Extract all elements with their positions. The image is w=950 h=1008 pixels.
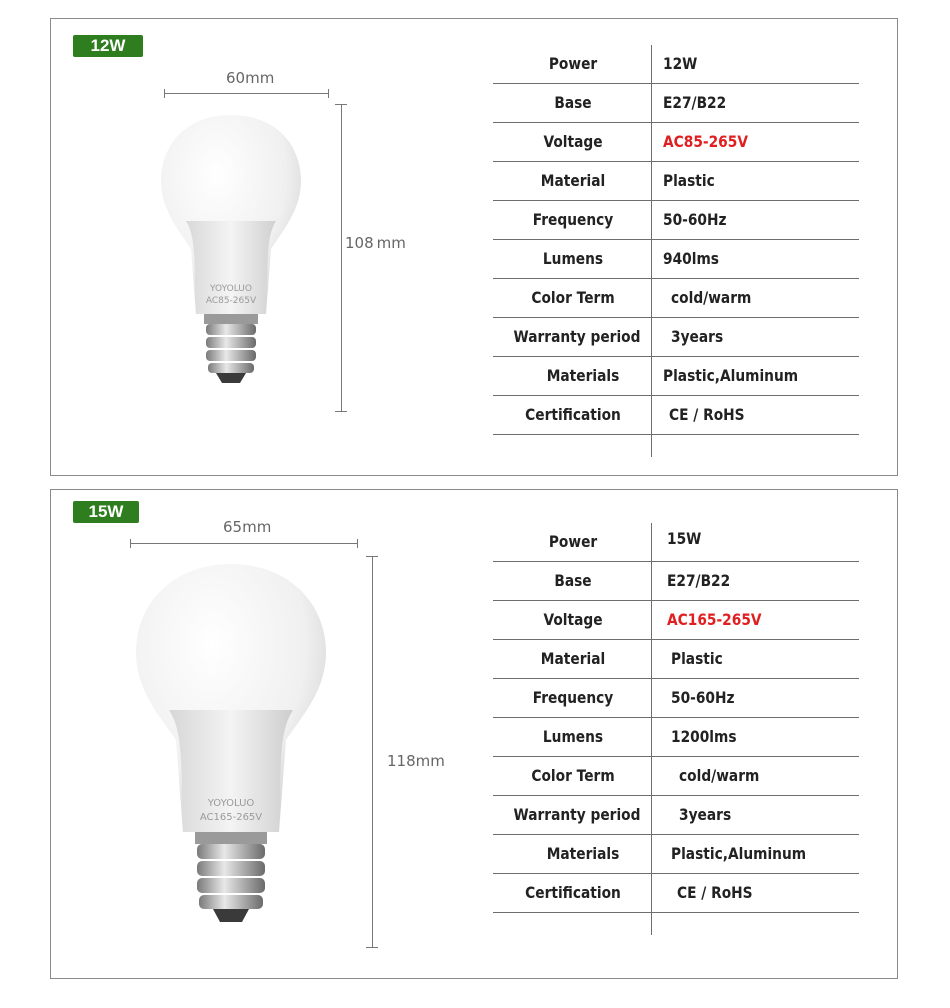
spec-label: Frequency	[532, 210, 614, 229]
spec-row-material	[493, 162, 859, 201]
spec-value: Plastic	[663, 171, 715, 190]
bulb-voltage-text: AC85-265V	[205, 296, 257, 306]
spec-label: Power	[548, 54, 598, 73]
spec-value: Plastic,Aluminum	[663, 366, 799, 385]
spec-label: Frequency	[532, 688, 614, 707]
spec-row-lumens	[493, 718, 859, 757]
wattage-badge: 12W	[73, 35, 143, 57]
spec-value: CE / RoHS	[677, 883, 753, 902]
spec-label: Material	[540, 171, 606, 190]
height-dimension-unit: mm	[376, 234, 406, 252]
spec-row-materials	[493, 357, 859, 396]
spec-label: Base	[554, 93, 592, 112]
spec-label: Lumens	[542, 727, 604, 746]
spec-label: Certification	[525, 405, 621, 424]
spec-label: Certification	[525, 883, 621, 902]
spec-row-materials	[493, 835, 859, 874]
spec-value: cold/warm	[679, 766, 760, 785]
height-dimension-tick-top	[335, 104, 347, 105]
wattage-badge: 15W	[73, 501, 139, 523]
spec-value: CE / RoHS	[669, 405, 745, 424]
spec-value: Plastic,Aluminum	[671, 844, 807, 863]
spec-row-voltage	[493, 123, 859, 162]
spec-label: Materials	[546, 844, 620, 863]
spec-row-material	[493, 640, 859, 679]
spec-row-voltage	[493, 601, 859, 640]
spec-label: Voltage	[543, 132, 603, 151]
spec-value: 1200lms	[671, 727, 737, 746]
spec-label: Color Term	[531, 766, 615, 785]
spec-row-color-term	[493, 757, 859, 796]
spec-value: E27/B22	[663, 93, 727, 112]
spec-label: Warranty period	[513, 327, 641, 346]
spec-value: 12W	[663, 54, 698, 73]
spec-value: E27/B22	[667, 571, 731, 590]
spec-row-base	[493, 84, 859, 123]
spec-row-warranty	[493, 318, 859, 357]
height-dimension-tick-bottom	[366, 947, 378, 948]
spec-value: AC85-265V	[663, 132, 748, 151]
height-dimension-value: 108	[345, 234, 374, 252]
spec-label: Lumens	[542, 249, 604, 268]
width-dimension-line	[130, 543, 358, 544]
height-dimension-tick-bottom	[335, 411, 347, 412]
spec-panel-15w	[50, 489, 898, 979]
bulb-voltage-text: AC165-265V	[199, 812, 263, 823]
width-dimension-line	[164, 93, 329, 94]
spec-label: Power	[548, 532, 598, 551]
spec-row-power	[493, 523, 859, 562]
spec-label: Materials	[546, 366, 620, 385]
height-dimension-line	[341, 104, 342, 412]
spec-row-power	[493, 45, 859, 84]
spec-row-base	[493, 562, 859, 601]
led-bulb-15w-image	[131, 560, 331, 940]
spec-label: Voltage	[543, 610, 603, 629]
width-dimension-label: 60mm	[226, 69, 275, 87]
bulb-brand-text: YOYOLUO	[210, 284, 252, 294]
height-dimension-line	[372, 556, 373, 948]
spec-label: Color Term	[531, 288, 615, 307]
spec-value: 3years	[671, 327, 724, 346]
bulb-brand-text: YOYOLUO	[207, 798, 255, 809]
spec-row-frequency	[493, 679, 859, 718]
spec-value: 940lms	[663, 249, 719, 268]
spec-row-certification	[493, 396, 859, 435]
height-dimension-tick-top	[366, 556, 378, 557]
spec-row-lumens	[493, 240, 859, 279]
spec-value: 50-60Hz	[663, 210, 727, 229]
spec-label: Base	[554, 571, 592, 590]
spec-value: Plastic	[671, 649, 723, 668]
width-dimension-tick-right	[357, 539, 358, 548]
spec-value: 3years	[679, 805, 732, 824]
width-dimension-tick-right	[328, 89, 329, 98]
width-dimension-label: 65mm	[223, 518, 272, 536]
spec-row-frequency	[493, 201, 859, 240]
spec-value: cold/warm	[671, 288, 752, 307]
height-dimension-label: 118mm	[387, 752, 445, 770]
spec-label: Warranty period	[513, 805, 641, 824]
height-dimension-label	[345, 234, 406, 252]
spec-row-warranty	[493, 796, 859, 835]
spec-row-color-term	[493, 279, 859, 318]
spec-value: 50-60Hz	[671, 688, 735, 707]
spec-value: AC165-265V	[667, 610, 762, 629]
spec-value: 15W	[667, 529, 702, 548]
spec-label: Material	[540, 649, 606, 668]
spec-panel-12w	[50, 18, 898, 476]
width-dimension-tick-left	[130, 539, 131, 548]
spec-row-certification	[493, 874, 859, 913]
led-bulb-12w-image	[156, 109, 306, 389]
width-dimension-tick-left	[164, 89, 165, 98]
